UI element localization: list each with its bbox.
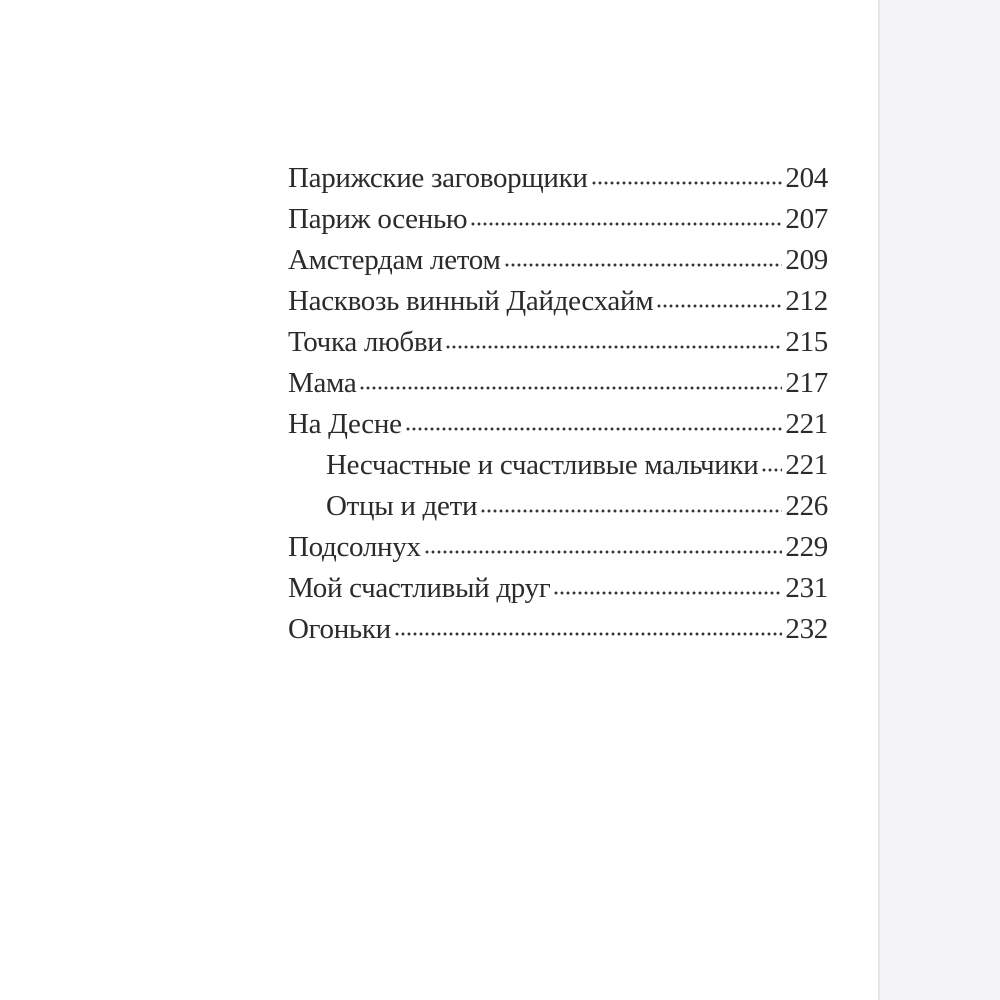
toc-dot-leader xyxy=(553,589,782,597)
toc-entry xyxy=(288,527,828,568)
toc-dot-leader xyxy=(424,548,783,556)
toc-dot-leader xyxy=(504,261,783,269)
toc-entry-title: Мой счастливый друг xyxy=(288,572,551,604)
toc-entry xyxy=(288,240,828,281)
toc-entry xyxy=(288,281,828,322)
toc-entry-page: 232 xyxy=(785,613,828,645)
toc-entry-title: На Десне xyxy=(288,408,402,440)
toc-entry-page: 221 xyxy=(785,449,828,481)
toc-dot-leader xyxy=(591,179,783,187)
toc-entry-page: 231 xyxy=(785,572,828,604)
toc-entry-title: Огоньки xyxy=(288,613,391,645)
toc-entry xyxy=(288,199,828,240)
page-edge xyxy=(878,0,1000,1000)
toc-dot-leader xyxy=(394,630,783,638)
toc-entry-title: Точка любви xyxy=(288,326,443,358)
toc-entry xyxy=(288,568,828,609)
toc-dot-leader xyxy=(480,507,782,515)
table-of-contents xyxy=(288,158,828,650)
toc-entry-title: Мама xyxy=(288,367,357,399)
toc-subentry xyxy=(288,445,828,486)
toc-dot-leader xyxy=(761,466,782,474)
toc-dot-leader xyxy=(470,220,782,228)
toc-dot-leader xyxy=(405,425,783,433)
toc-entry-title: Амстердам летом xyxy=(288,244,501,276)
toc-entry-title: Несчастные и счастливые мальчики xyxy=(326,449,759,481)
page-fold-line xyxy=(878,0,880,1000)
toc-entry-title: Париж осенью xyxy=(288,203,468,235)
toc-subentry xyxy=(288,486,828,527)
toc-entry-page: 215 xyxy=(785,326,828,358)
toc-entry xyxy=(288,363,828,404)
toc-dot-leader xyxy=(359,384,782,392)
toc-entry-page: 229 xyxy=(785,531,828,563)
toc-entry-page: 212 xyxy=(785,285,828,317)
toc-entry-page: 204 xyxy=(785,162,828,194)
toc-entry-title: Парижские заговорщики xyxy=(288,162,588,194)
toc-entry-page: 207 xyxy=(785,203,828,235)
toc-entry-page: 209 xyxy=(785,244,828,276)
toc-entry-page: 221 xyxy=(785,408,828,440)
toc-entry xyxy=(288,158,828,199)
toc-dot-leader xyxy=(445,343,782,351)
toc-entry xyxy=(288,404,828,445)
toc-entry xyxy=(288,322,828,363)
toc-entry-page: 217 xyxy=(785,367,828,399)
toc-entry-page: 226 xyxy=(785,490,828,522)
toc-dot-leader xyxy=(656,302,782,310)
toc-entry-title: Подсолнух xyxy=(288,531,421,563)
toc-entry-title: Отцы и дети xyxy=(326,490,478,522)
toc-entry-title: Насквозь винный Дайдесхайм xyxy=(288,285,654,317)
toc-entry xyxy=(288,609,828,650)
